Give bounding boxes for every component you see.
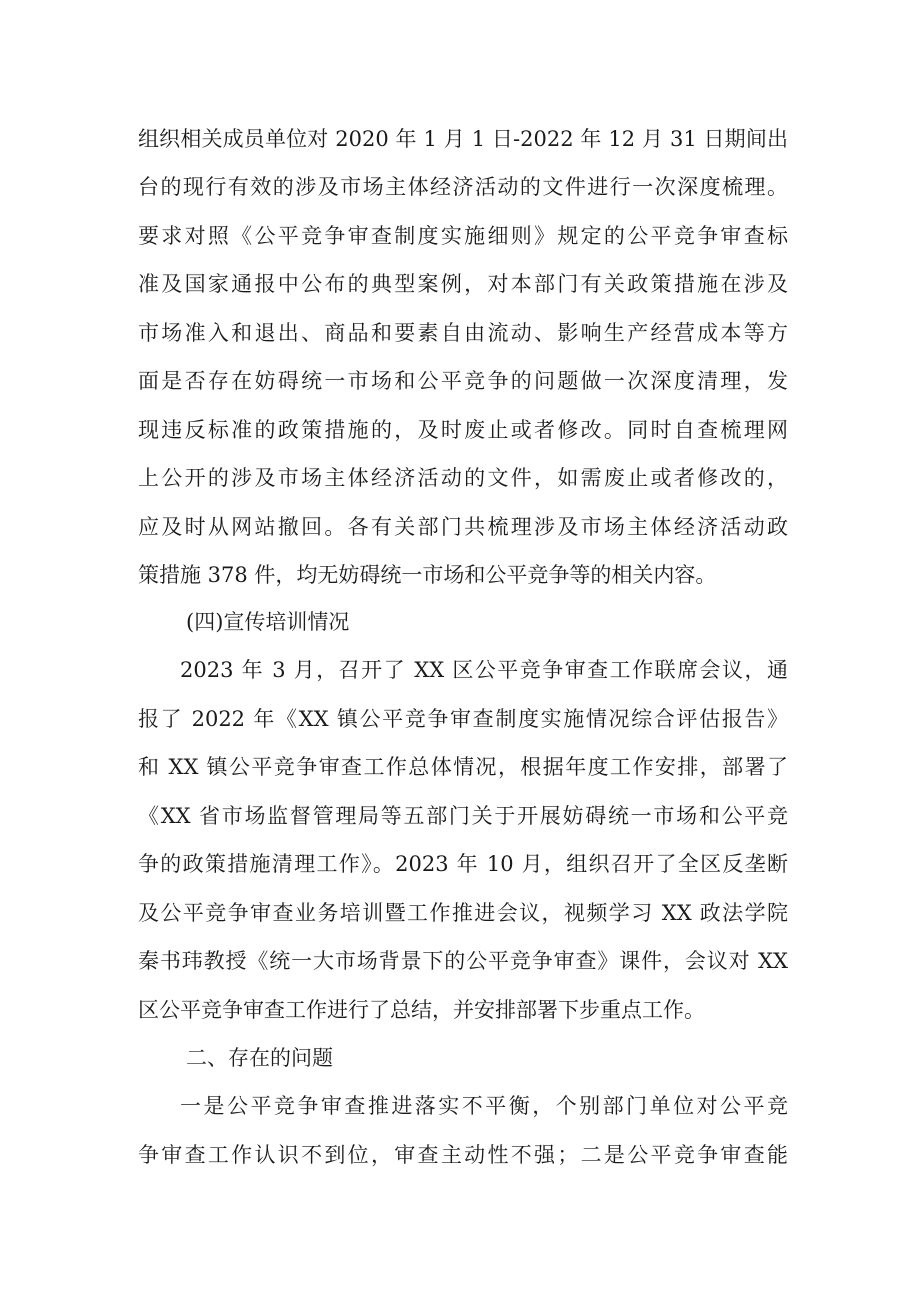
paragraph-3-line-2: 争审查工作认识不到位，审查主动性不强；二是公平竞争审查能 [138, 1143, 788, 1167]
paragraph-1-line-6: 面是否存在妨碍统一市场和公平竞争的问题做一次深度清理，发 [138, 369, 788, 393]
paragraph-2-line-4: 《XX 省市场监督管理局等五部门关于开展妨碍统一市场和公平竞 [138, 804, 788, 828]
paragraph-1-line-8: 上公开的涉及市场主体经济活动的文件，如需废止或者修改的， [138, 466, 788, 490]
paragraph-2-line-2: 报了 2022 年《XX 镇公平竞争审查制度实施情况综合评估报告》 [138, 707, 788, 731]
section-heading-training: (四)宣传培训情况 [186, 610, 350, 634]
paragraph-2-line-6: 及公平竞争审查业务培训暨工作推进会议，视频学习 XX 政法学院 [138, 901, 788, 925]
paragraph-1-line-9: 应及时从网站撤回。各有关部门共梳理涉及市场主体经济活动政 [138, 515, 788, 539]
section-heading-problems: 二、存在的问题 [186, 1046, 333, 1070]
paragraph-2-line-5: 争的政策措施清理工作》。2023 年 10 月，组织召开了全区反垄断 [138, 852, 788, 876]
paragraph-2-line-8: 区公平竞争审查工作进行了总结，并安排部署下步重点工作。 [138, 998, 705, 1022]
paragraph-1-line-3: 要求对照《公平竞争审查制度实施细则》规定的公平竞争审查标 [138, 224, 788, 248]
paragraph-2-line-7: 秦书玮教授《统一大市场背景下的公平竞争审查》课件，会议对 XX [138, 949, 788, 973]
paragraph-3-line-1: 一是公平竞争审查推进落实不平衡，个别部门单位对公平竞 [180, 1094, 788, 1118]
paragraph-1-line-10: 策措施 378 件，均无妨碍统一市场和公平竞争等的相关内容。 [138, 563, 717, 587]
paragraph-1-line-7: 现违反标准的政策措施的，及时废止或者修改。同时自查梳理网 [138, 418, 788, 442]
paragraph-2-line-3: 和 XX 镇公平竞争审查工作总体情况，根据年度工作安排，部署了 [138, 755, 788, 779]
paragraph-1-line-4: 准及国家通报中公布的典型案例，对本部门有关政策措施在涉及 [138, 272, 788, 296]
paragraph-1-line-5: 市场准入和退出、商品和要素自由流动、影响生产经营成本等方 [138, 321, 788, 345]
paragraph-1-line-1: 组织相关成员单位对 2020 年 1 月 1 日-2022 年 12 月 31 日期间出 [138, 127, 788, 151]
paragraph-1-line-2: 台的现行有效的涉及市场主体经济活动的文件进行一次深度梳理。 [138, 175, 788, 199]
paragraph-2-line-1: 2023 年 3 月，召开了 XX 区公平竞争审查工作联席会议，通 [180, 658, 788, 682]
